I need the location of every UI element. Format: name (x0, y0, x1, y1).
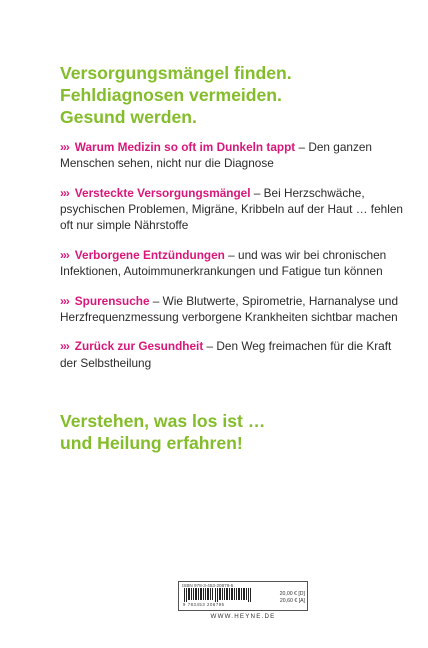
publisher-website: WWW.HEYNE.DE (210, 613, 276, 620)
arrows-icon: ››› (60, 185, 69, 200)
headline-line-2: Fehldiagnosen vermeiden. (60, 85, 282, 105)
item-highlight: Verborgene Entzündungen (74, 247, 225, 262)
list-item (60, 338, 405, 370)
item-text: – und was wir bei chronischen Infektionen, Autoimmunerkrankungen und Fatigue tun können (60, 247, 387, 278)
item-highlight: Zurück zur Gesundheit (74, 339, 204, 354)
barcode-icon (184, 588, 254, 602)
arrows-icon: ››› (60, 293, 69, 308)
item-highlight: Versteckte Versorgungsmängel (74, 185, 251, 200)
item-text: – Den Weg freimachen für die Kraft der Selbstheilung (60, 339, 392, 370)
closing-tagline (60, 410, 400, 454)
arrows-icon: ››› (60, 247, 69, 262)
item-text: – Wie Blutwerte, Spirometrie, Harnanalyse und Herzfrequenzmessung verborgene Krankheiten sichtbar machen (60, 293, 399, 324)
headline (60, 62, 400, 128)
closing-line-2: und Heilung erfahren! (60, 433, 243, 453)
item-highlight: Spurensuche (74, 293, 150, 308)
item-text: – Bei Herzschwäche, psychischen Problemen, Migräne, Kribbeln auf der Haut … fehlen oft nur simple Nährstoffe (60, 185, 403, 233)
list-item (60, 185, 405, 234)
price-germany: 20,00 € [D] (279, 591, 305, 597)
list-item (60, 293, 405, 325)
closing-line-1: Verstehen, was los ist … (60, 411, 266, 431)
list-item (60, 139, 405, 171)
item-highlight: Warum Medizin so oft im Dunkeln tappt (74, 140, 296, 154)
headline-line-1: Versorgungsmängel finden. (60, 63, 292, 83)
price-austria: 20,60 € [A] (279, 598, 305, 604)
arrows-icon: ››› (60, 339, 69, 354)
barcode-number: 9 783453 208795 (183, 602, 225, 607)
arrows-icon: ››› (60, 140, 69, 154)
headline-line-3: Gesund werden. (60, 107, 197, 127)
feature-list (60, 139, 405, 384)
isbn-label: ISBN 978-3-453-20879-5 (182, 583, 234, 588)
barcode-box (178, 581, 308, 611)
item-text: – Den ganzen Menschen sehen, nicht nur die Diagnose (60, 140, 372, 171)
list-item (60, 247, 405, 279)
